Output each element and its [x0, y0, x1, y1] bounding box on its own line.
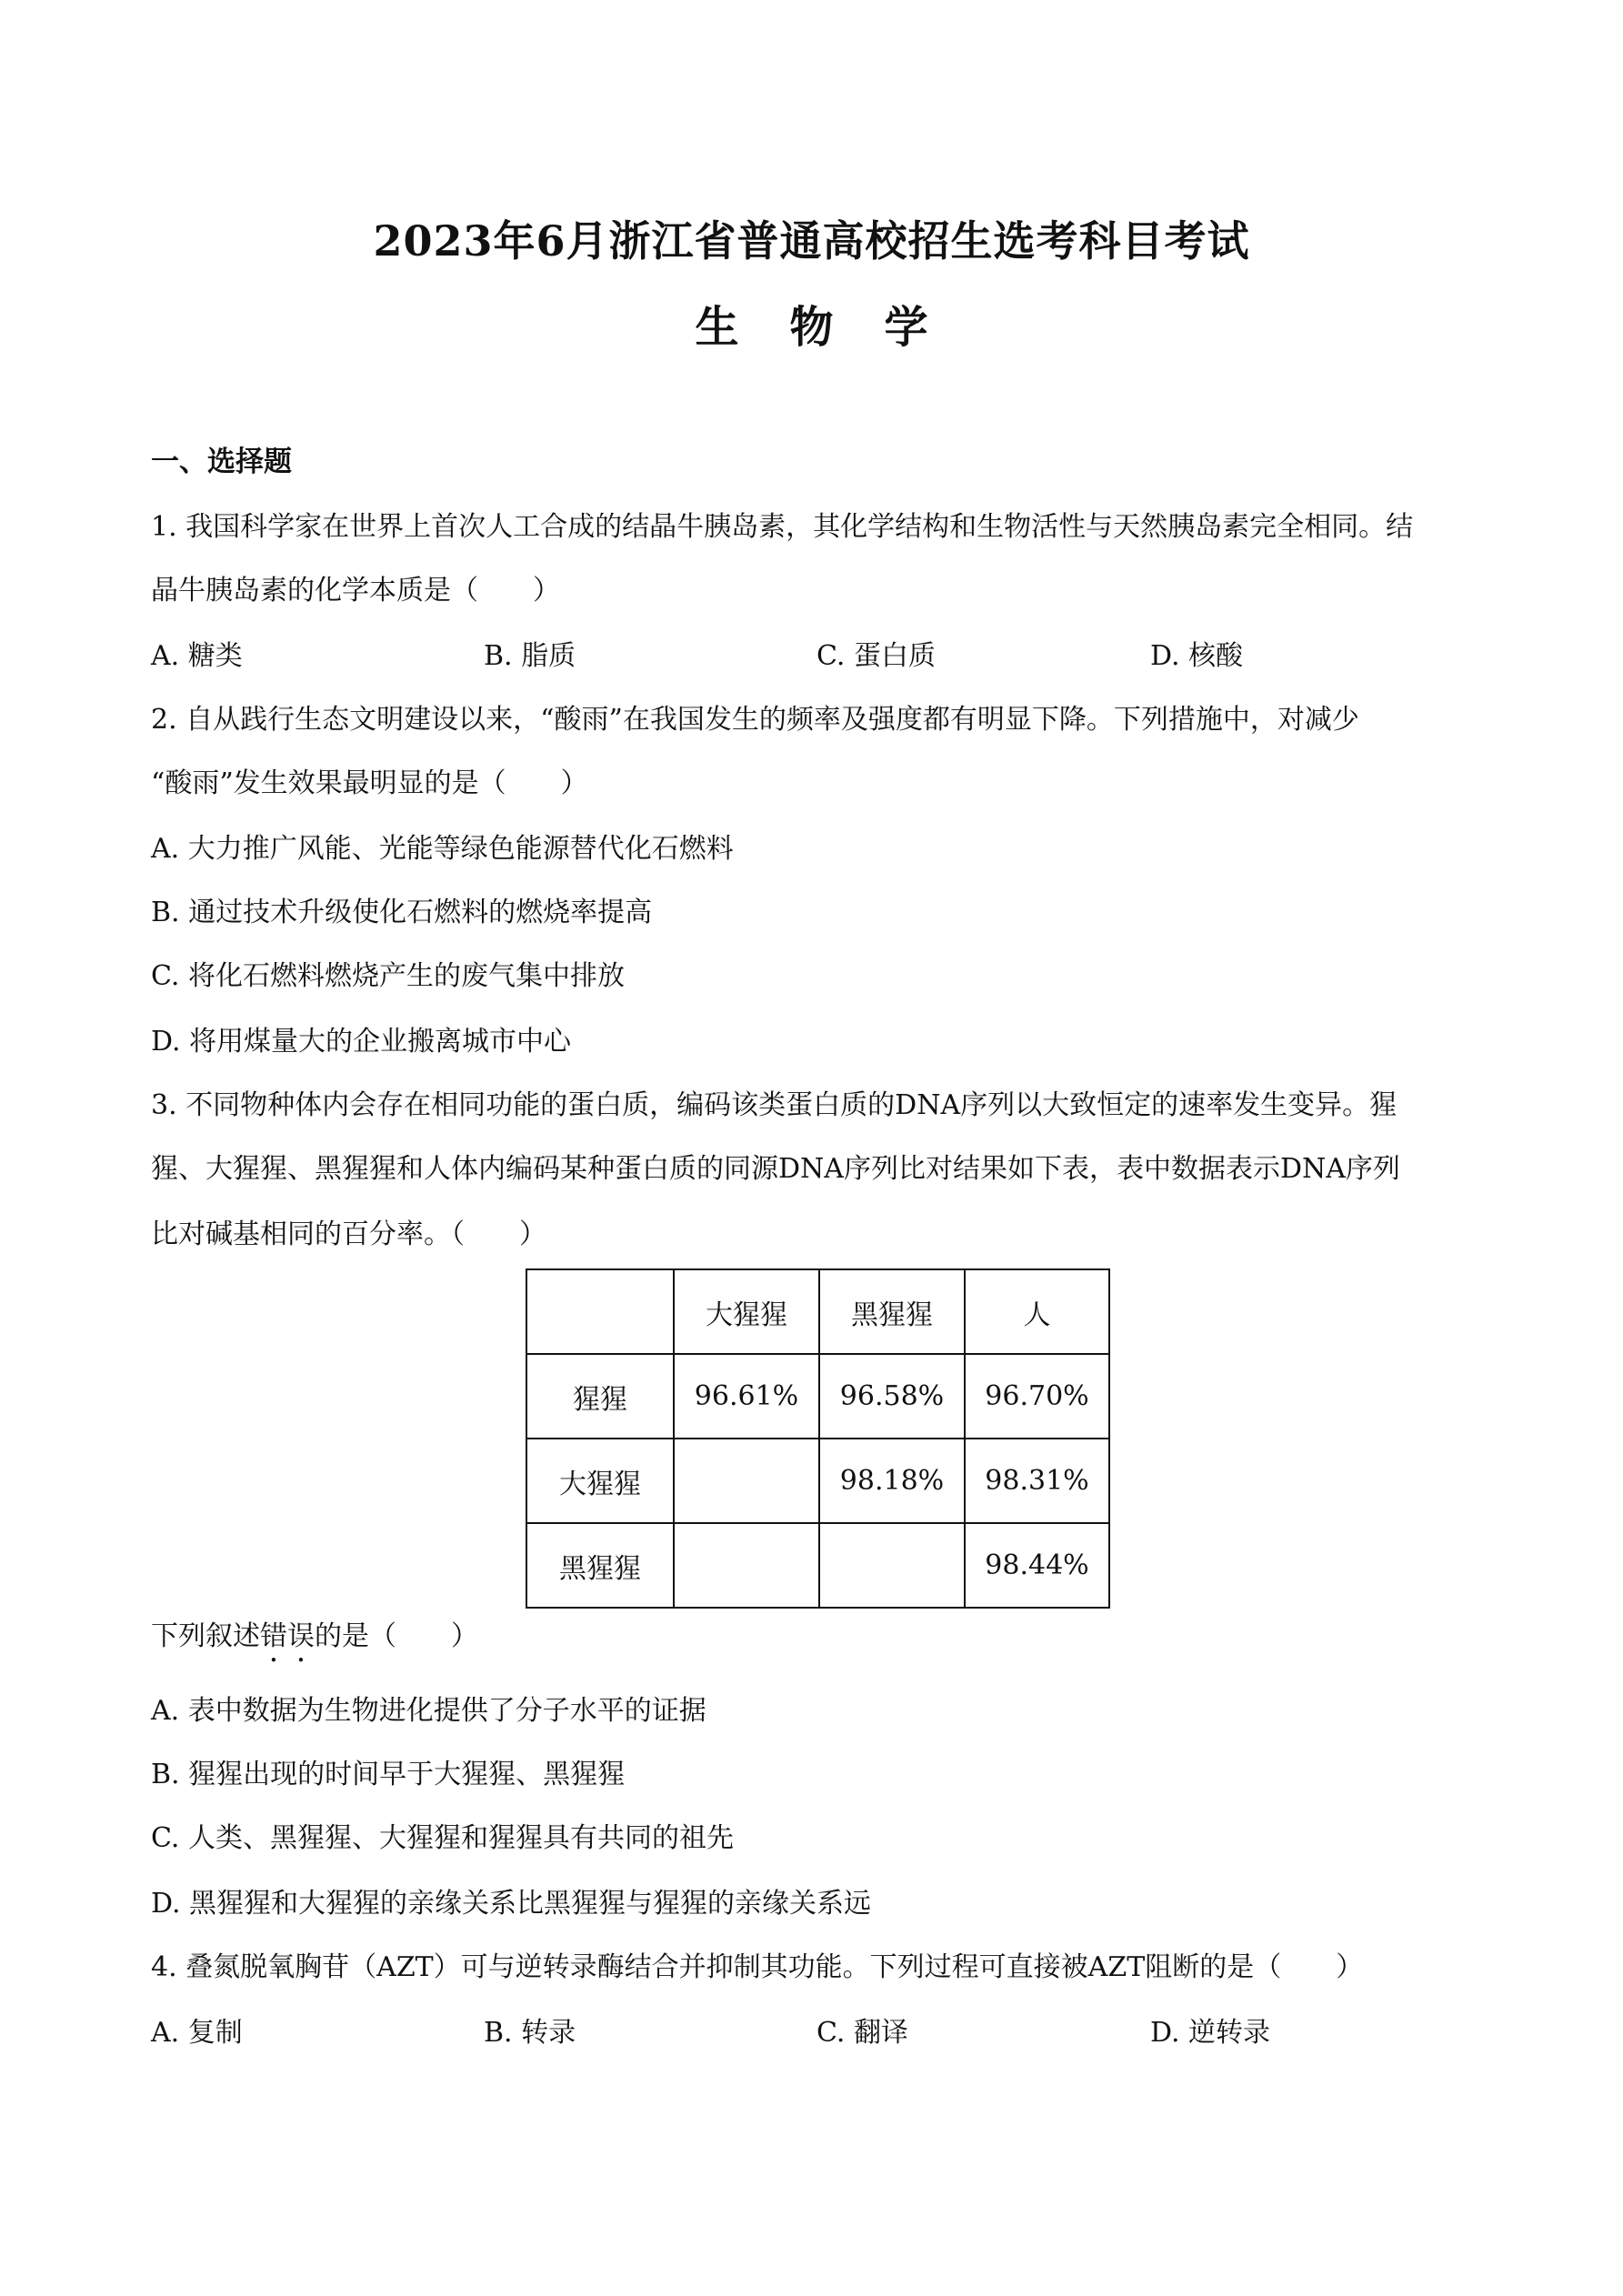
subject-char: 物	[789, 302, 834, 353]
table-row-label: 大猩猩	[526, 1439, 674, 1523]
section-title: 一、选择题	[151, 446, 292, 478]
table-header-row	[526, 1269, 1109, 1354]
q2-stem-line: 2. 自从践行生态文明建设以来，“酸雨”在我国发生的频率及强度都有明显下降。下列措施中，对减少	[151, 704, 1359, 736]
q3-prompt-after: 的是（ ）	[315, 1620, 478, 1652]
q3-option-a: A. 表中数据为生物进化提供了分子水平的证据	[151, 1695, 706, 1727]
table-cell: 98.18%	[819, 1439, 965, 1523]
q2-option-c: C. 将化石燃料燃烧产生的废气集中排放	[151, 960, 625, 992]
q1-stem-line: 晶牛胰岛素的化学本质是（ ）	[151, 575, 560, 607]
table-cell: 98.44%	[965, 1523, 1109, 1608]
q1-stem-line: 1. 我国科学家在世界上首次人工合成的结晶牛胰岛素，其化学结构和生物活性与天然胰岛素完全相同。结	[151, 511, 1414, 543]
table-row-label: 猩猩	[526, 1354, 674, 1439]
table-row-label: 黑猩猩	[526, 1523, 674, 1608]
table-header-cell: 大猩猩	[674, 1269, 819, 1354]
table-row	[526, 1439, 1109, 1523]
table-row	[526, 1354, 1109, 1439]
q2-stem-line: “酸雨”发生效果最明显的是（ ）	[151, 767, 588, 799]
subject-char: 生	[695, 302, 739, 353]
q3-prompt-before: 下列叙述	[151, 1620, 260, 1652]
q4-stem-line: 4. 叠氮脱氧胸苷（AZT）可与逆转录酶结合并抑制其功能。下列过程可直接被AZT阻断的是（ ）	[151, 1951, 1364, 1983]
q4-option-b: B. 转录	[484, 2017, 576, 2049]
table-cell: 96.70%	[965, 1354, 1109, 1439]
q2-option-b: B. 通过技术升级使化石燃料的燃烧率提高	[151, 897, 653, 928]
subject-char: 学	[884, 302, 928, 353]
q4-option-d: D. 逆转录	[1150, 2017, 1271, 2049]
q1-option-d: D. 核酸	[1150, 640, 1244, 672]
table-header-cell: 黑猩猩	[819, 1269, 965, 1354]
q3-prompt-emphasis: 错误	[260, 1620, 315, 1652]
q3-option-c: C. 人类、黑猩猩、大猩猩和猩猩具有共同的祖先	[151, 1822, 734, 1854]
table-row	[526, 1523, 1109, 1608]
q3-stem-line: 比对碱基相同的百分率。（ ）	[151, 1218, 546, 1250]
q1-option-a: A. 糖类	[151, 640, 243, 672]
q3-stem-line: 3. 不同物种体内会存在相同功能的蛋白质，编码该类蛋白质的DNA序列以大致恒定的速率发生变异。猩	[151, 1089, 1398, 1121]
q4-option-c: C. 翻译	[817, 2017, 908, 2049]
q3-prompt	[151, 1619, 1488, 1669]
q3-stem-line: 猩、大猩猩、黑猩猩和人体内编码某种蛋白质的同源DNA序列比对结果如下表，表中数据表示DNA序列	[151, 1153, 1400, 1185]
exam-title: 2023年6月浙江省普通高校招生选考科目考试	[373, 216, 1250, 266]
q3-option-b: B. 猩猩出现的时间早于大猩猩、黑猩猩	[151, 1759, 626, 1790]
table-cell	[819, 1523, 965, 1608]
q2-option-d: D. 将用煤量大的企业搬离城市中心	[151, 1026, 572, 1058]
table-cell: 96.58%	[819, 1354, 965, 1439]
subject-title	[0, 300, 1623, 355]
q1-option-c: C. 蛋白质	[817, 640, 936, 672]
table-cell	[674, 1439, 819, 1523]
q2-option-a: A. 大力推广风能、光能等绿色能源替代化石燃料	[151, 833, 734, 865]
table-header-cell: 人	[965, 1269, 1109, 1354]
table-cell: 96.61%	[674, 1354, 819, 1439]
q3-option-d: D. 黑猩猩和大猩猩的亲缘关系比黑猩猩与猩猩的亲缘关系远	[151, 1888, 872, 1920]
dna-similarity-table	[526, 1268, 1110, 1609]
table-cell: 98.31%	[965, 1439, 1109, 1523]
q4-option-a: A. 复制	[151, 2017, 243, 2049]
table-cell	[674, 1523, 819, 1608]
q1-option-b: B. 脂质	[484, 640, 576, 672]
table-header-cell	[526, 1269, 674, 1354]
